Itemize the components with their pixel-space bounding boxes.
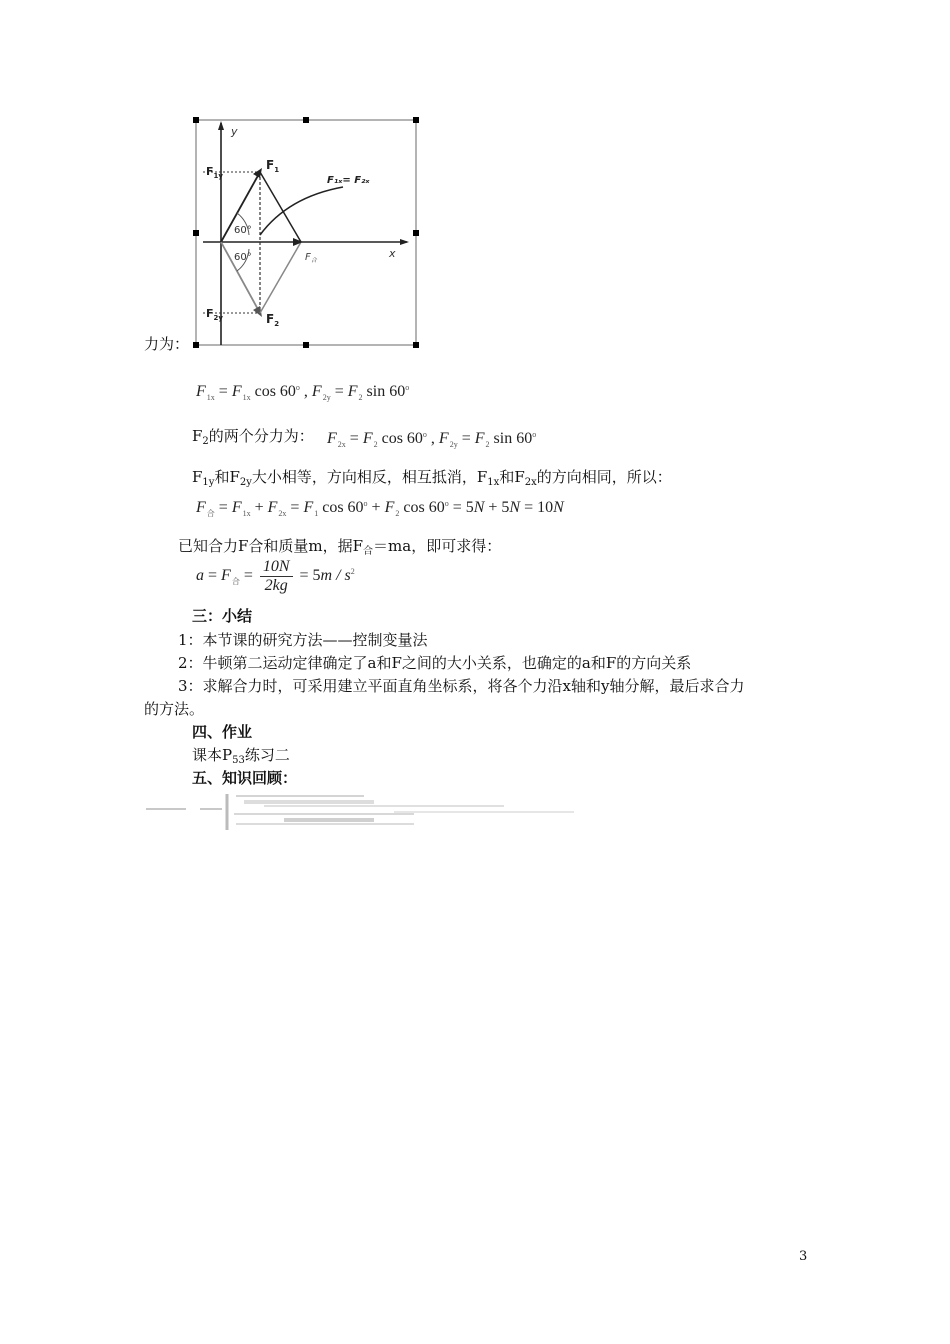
x-axis-label: x bbox=[389, 247, 396, 260]
summary-item-3-cont: 的方法。 bbox=[144, 700, 205, 718]
equation-f1-components: $F_{1x} = F_{1x}$ cos 60$^o$ , $F_{2y} = F_2$ sin 60$^o$ bbox=[196, 383, 410, 402]
known-quantities-text: 已知合力F合和质量m，据$F_合=ma$，即可求得： bbox=[178, 537, 502, 557]
review-mindmap-faded bbox=[144, 790, 584, 832]
resize-handle-middle-right[interactable] bbox=[413, 230, 419, 236]
equation-acceleration: $a = F_合$ = $\frac{10N}{2kg}$ = $5m / s^2$ bbox=[196, 558, 355, 594]
equation-resultant: $F_合 = F_{1x} + F_{2x} = F_1$ $\cos 60^o + F_2$ $\cos 60^o = 5N + 5N = 10N$ bbox=[196, 499, 564, 518]
selection-frame bbox=[196, 120, 416, 345]
summary-heading: 三：小结 bbox=[192, 607, 253, 625]
resize-handle-bottom-right[interactable] bbox=[413, 342, 419, 348]
f2-label: $F_2$ bbox=[266, 312, 280, 328]
page-number: 3 bbox=[799, 1249, 808, 1264]
y-axis-label: y bbox=[231, 125, 238, 138]
force-diagram-svg bbox=[193, 117, 419, 348]
y-axis-arrow bbox=[218, 121, 224, 130]
cancel-explanation: $F_{1y}$和$F_{2y}$大小相等，方向相反，相互抵消，$F_{1x}$和$F_{2x}$的方向相同，所以： bbox=[192, 468, 672, 488]
summary-item-2: 2：牛顿第二运动定律确定了a和F之间的大小关系，也确定的a和F的方向关系 bbox=[178, 654, 692, 672]
force-label: 力为： bbox=[144, 335, 190, 353]
resize-handle-top-left[interactable] bbox=[193, 117, 199, 123]
review-heading: 五、知识回顾： bbox=[192, 769, 298, 787]
parallelogram-lower bbox=[260, 242, 301, 313]
x-axis-arrow bbox=[400, 239, 409, 245]
f2y-label: $F_{2y}$ bbox=[206, 307, 223, 322]
annotation-label: F₁ₓ= F₂ₓ bbox=[327, 175, 370, 186]
resize-handle-middle-left[interactable] bbox=[193, 230, 199, 236]
resultant-arrowhead bbox=[293, 238, 303, 246]
equation-f2-components: $F_{2x} = F_2$ cos 60$^o$ , $F_{2y} = F_2$ sin 60$^o$ bbox=[327, 430, 537, 449]
fraction: $\frac{10N}{2kg}$ bbox=[260, 558, 293, 595]
summary-item-1: 1：本节课的研究方法——控制变量法 bbox=[178, 631, 428, 649]
homework-heading: 四、作业 bbox=[192, 723, 253, 741]
force-diagram bbox=[193, 117, 419, 348]
f1-label: $F_1$ bbox=[266, 158, 280, 174]
f1y-label: $F_{1y}$ bbox=[206, 165, 223, 180]
faded-block bbox=[284, 818, 374, 822]
faded-block bbox=[244, 800, 374, 804]
homework-text: 课本$P_{53}$练习二 bbox=[192, 746, 290, 766]
f2-intro-text: $F_2$的两个分力为： bbox=[192, 427, 314, 447]
angle-bottom-label: 60° bbox=[234, 252, 252, 263]
parallelogram-upper bbox=[260, 172, 301, 242]
angle-top-label: 60° bbox=[234, 225, 252, 236]
resize-handle-top-center[interactable] bbox=[303, 117, 309, 123]
f-total-label: $F_合$ bbox=[305, 252, 317, 264]
resize-handle-top-right[interactable] bbox=[413, 117, 419, 123]
resize-handle-bottom-left[interactable] bbox=[193, 342, 199, 348]
resize-handle-bottom-center[interactable] bbox=[303, 342, 309, 348]
summary-item-3: 3：求解合力时，可采用建立平面直角坐标系，将各个力沿x轴和y轴分解，最后求合力 bbox=[178, 677, 745, 695]
